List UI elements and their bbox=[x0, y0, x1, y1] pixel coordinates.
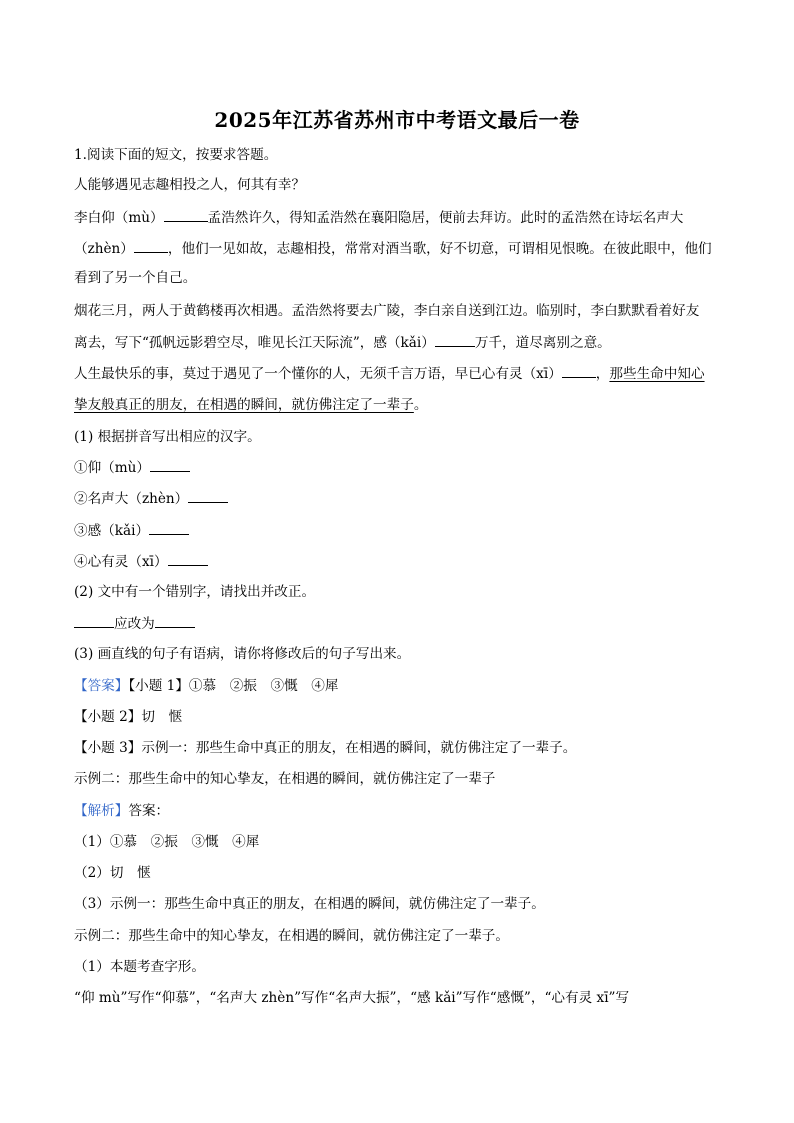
analysis-line-1 bbox=[74, 802, 169, 820]
item-text: ③感（kǎi） bbox=[74, 523, 150, 539]
analysis-line-6: （1）本题考查字形。 bbox=[74, 959, 205, 975]
answer-text: 【小题 1】①慕 ②振 ③慨 ④犀 bbox=[128, 678, 339, 694]
answer-line-3: 【小题 3】示例一：那些生命中真正的朋友，在相遇的瞬间，就仿佛注定了一辈子。 bbox=[74, 740, 577, 756]
sub-question-3: (3) 画直线的句子有语病，请你将修改后的句子写出来。 bbox=[74, 646, 411, 662]
passage-line-4: 烟花三月，两人于黄鹤楼再次相遇。孟浩然将要去广陵，李白亲自送到江边。临别时，李白默默看着好友 bbox=[74, 303, 700, 319]
passage-text: 。 bbox=[413, 397, 428, 413]
question-intro: 1.阅读下面的短文，按要求答题。 bbox=[74, 147, 278, 163]
answer-label: 【答案】 bbox=[74, 678, 129, 694]
passage-text: 人生最快乐的事，莫过于遇见了一个懂你的人，无须千言万语，早已心有灵（xī） bbox=[74, 366, 562, 382]
answer-blank bbox=[74, 614, 114, 628]
answer-line-2: 【小题 2】切 惬 bbox=[74, 709, 183, 725]
answer-line-4: 示例二：那些生命中的知心挚友，在相遇的瞬间，就仿佛注定了一辈子 bbox=[74, 771, 496, 787]
passage-line-5 bbox=[74, 333, 611, 352]
underlined-sentence: 那些生命中知心 bbox=[609, 366, 705, 382]
passage-line-2 bbox=[74, 239, 712, 258]
passage-text: （zhèn） bbox=[74, 241, 134, 257]
answer-blank bbox=[134, 239, 168, 253]
passage-line-3: 看到了另一个自己。 bbox=[74, 270, 197, 286]
pinyin-item-1 bbox=[74, 458, 190, 477]
passage-text: ，他们一见如故，志趣相投，常常对酒当歌，好不切意，可谓相见恨晚。在彼此眼中，他们 bbox=[167, 241, 712, 257]
answer-blank bbox=[164, 208, 208, 222]
pinyin-item-2 bbox=[74, 489, 228, 508]
answer-blank bbox=[435, 333, 475, 347]
answer-blank bbox=[150, 458, 190, 472]
answer-blank bbox=[562, 364, 596, 378]
underlined-sentence: 挚友般真正的朋友，在相遇的瞬间，就仿佛注定了一辈子 bbox=[74, 397, 414, 413]
answer-blank bbox=[155, 614, 195, 628]
page-title: 2025年江苏省苏州市中考语文最后一卷 bbox=[214, 108, 580, 132]
passage-text: 万千，道尽离别之意。 bbox=[474, 335, 611, 351]
answer-blank bbox=[149, 521, 189, 535]
sub-question-2: (2) 文中有一个错别字，请找出并改正。 bbox=[74, 584, 316, 600]
answer-line-1 bbox=[74, 677, 338, 695]
analysis-line-3: （2）切 惬 bbox=[74, 865, 151, 881]
analysis-line-2: （1）①慕 ②振 ③慨 ④犀 bbox=[74, 834, 260, 850]
answer-blank bbox=[168, 552, 208, 566]
passage-text: 离去，写下“孤帆远影碧空尽，唯见长江天际流”，感（kǎi） bbox=[74, 335, 435, 351]
passage-text: 李白仰（mù） bbox=[74, 210, 164, 226]
item-text: ②名声大（zhèn） bbox=[74, 491, 189, 507]
passage-line-1 bbox=[74, 208, 683, 227]
passage-text: ， bbox=[595, 366, 610, 382]
sub-question-1: (1) 根据拼音写出相应的汉字。 bbox=[74, 429, 261, 445]
item-text: ④心有灵（xī） bbox=[74, 554, 168, 570]
passage-line-7 bbox=[74, 396, 427, 414]
passage-title: 人能够遇见志趣相投之人，何其有幸？ bbox=[74, 177, 306, 193]
passage-text: 孟浩然许久，得知孟浩然在襄阳隐居，便前去拜访。此时的孟浩然在诗坛名声大 bbox=[207, 210, 684, 226]
passage-line-6 bbox=[74, 364, 705, 383]
pinyin-item-4 bbox=[74, 552, 208, 571]
analysis-line-4: （3）示例一：那些生命中真正的朋友，在相遇的瞬间，就仿佛注定了一辈子。 bbox=[74, 896, 545, 912]
item-text: ①仰（mù） bbox=[74, 460, 151, 476]
pinyin-item-3 bbox=[74, 521, 189, 540]
analysis-label: 【解析】 bbox=[74, 803, 129, 819]
correction-text: 应改为 bbox=[114, 616, 155, 632]
correction-line bbox=[74, 614, 195, 633]
analysis-text: 答案： bbox=[128, 803, 170, 819]
analysis-line-5: 示例二：那些生命中的知心挚友，在相遇的瞬间，就仿佛注定了一辈子。 bbox=[74, 928, 509, 944]
answer-blank bbox=[188, 489, 228, 503]
analysis-line-7: “仰 mù”写作“仰慕”，“名声大 zhèn”写作“名声大振”，“感 kǎi”写作“感慨”，“心有灵 xī”写 bbox=[74, 990, 630, 1006]
